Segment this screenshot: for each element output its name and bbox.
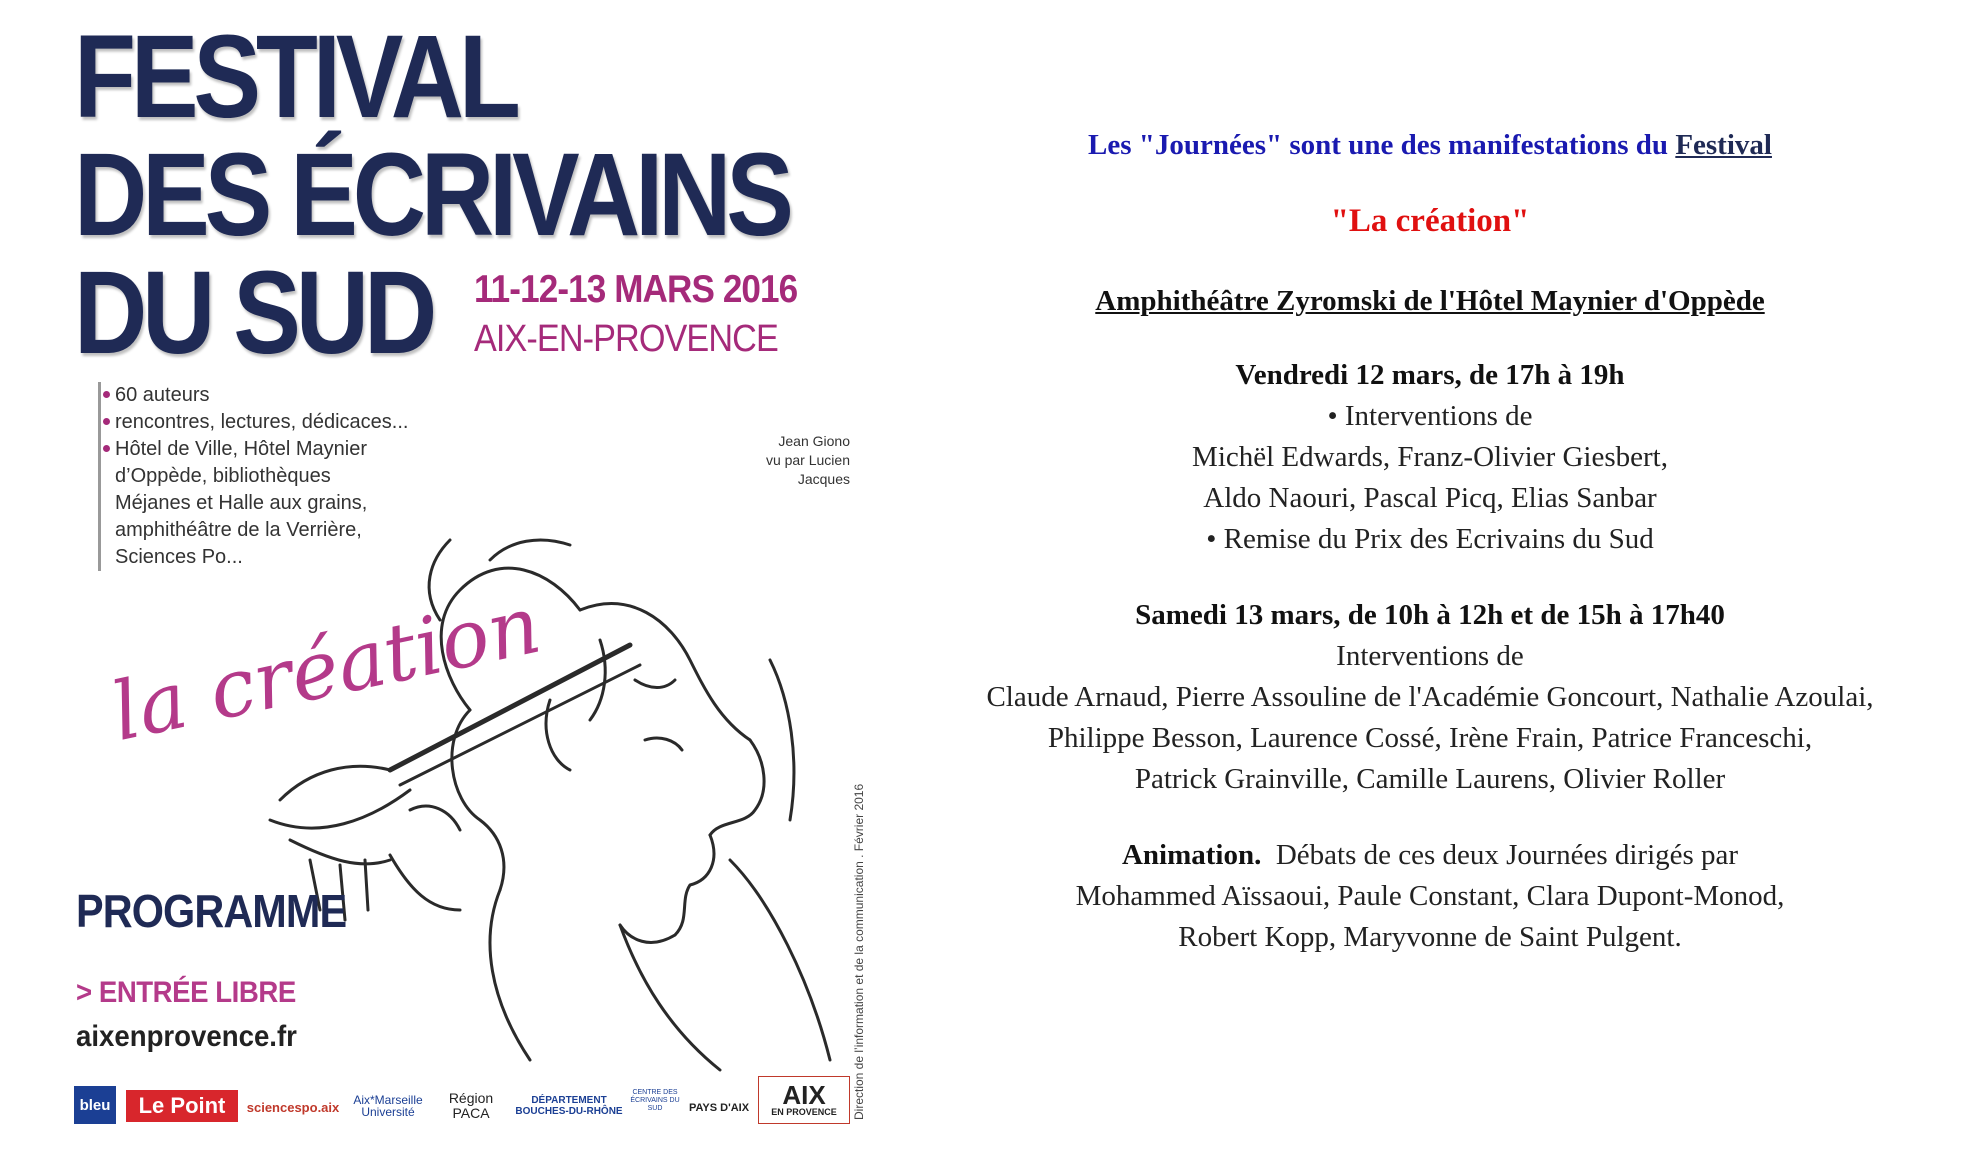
animation-text: Débats de ces deux Journées dirigés par (1261, 839, 1739, 871)
poster-theme: la création (104, 577, 549, 759)
info-line: Méjanes et Halle aux grains, (115, 492, 368, 514)
france-bleu-logo: bleu (74, 1086, 116, 1124)
le-point-logo: Le Point (126, 1090, 238, 1122)
aix-logo-main: AIX (782, 1080, 826, 1110)
credit-line: vu par Lucien (765, 452, 850, 468)
credit-line: Jacques (797, 471, 850, 487)
departement-logo: DÉPARTEMENT BOUCHES-DU-RHÔNE (515, 1095, 623, 1117)
venue-heading: Amphithéâtre Zyromski de l'Hôtel Maynier d'Oppède (1095, 285, 1765, 317)
intro-text: Les "Journées" sont une des manifestations du (1088, 129, 1676, 161)
poster-city: AIX-EN-PROVENCE (474, 318, 778, 360)
intro-line (890, 128, 1970, 162)
festival-poster (0, 0, 880, 1154)
info-line: Sciences Po... (115, 546, 243, 568)
info-line: amphithéâtre de la Verrière, (115, 519, 362, 541)
giono-portrait-sketch (250, 440, 870, 1080)
credit-line: Jean Giono (778, 433, 850, 449)
aix-en-provence-logo (758, 1076, 850, 1124)
animation-names: Mohammed Aïssaoui, Paule Constant, Clara Dupont-Monod, (1075, 880, 1785, 912)
poster-website: aixenprovence.fr (76, 1020, 297, 1053)
day2-line: Interventions de (1336, 640, 1524, 672)
day2-line: Claude Arnaud, Pierre Assouline de l'Académie Goncourt, Nathalie Azoulai, (986, 681, 1874, 713)
poster-title-line-3: DU SUD (74, 247, 433, 379)
poster-vertical-credit: Direction de l’information et de la communication . Février 2016 (852, 783, 866, 1120)
day1-line: Michël Edwards, Franz-Olivier Giesbert, (1192, 441, 1668, 473)
centre-ecrivains-logo: CENTRE DES ÉCRIVAINS DU SUD (630, 1089, 680, 1112)
poster-title-line-2: DES ÉCRIVAINS (74, 129, 789, 261)
day1-heading: Vendredi 12 mars, de 17h à 19h (1235, 359, 1625, 391)
amu-logo: Aix*Marseille Université (353, 1093, 423, 1119)
animation-label: Animation. (1121, 839, 1262, 871)
region-paca-logo: Région PACA (448, 1090, 494, 1121)
animation-names: Robert Kopp, Maryvonne de Saint Pulgent. (1178, 921, 1682, 953)
poster-dates: 11-12-13 MARS 2016 (474, 268, 798, 311)
poster-entree-libre: > ENTRÉE LIBRE (76, 976, 296, 1009)
poster-title-line-1: FESTIVAL (74, 11, 516, 143)
day2-heading: Samedi 13 mars, de 10h à 12h et de 15h à 17h40 (1135, 599, 1725, 631)
pays-daix-logo: PAYS D'AIX (688, 1102, 750, 1114)
festival-link[interactable]: Festival (1675, 129, 1772, 161)
poster-programme: PROGRAMME (76, 885, 347, 937)
info-line: 60 auteurs (115, 382, 428, 409)
day2-line: Patrick Grainville, Camille Laurens, Olivier Roller (1134, 763, 1726, 795)
animation-line (890, 838, 1970, 872)
theme-heading: "La création" (1330, 203, 1530, 239)
info-line: d’Oppède, bibliothèques (115, 465, 331, 487)
aix-logo-sub: EN PROVENCE (771, 1107, 837, 1117)
day2-line: Philippe Besson, Laurence Cossé, Irène Frain, Patrice Franceschi, (1047, 722, 1813, 754)
day1-line: Aldo Naouri, Pascal Picq, Elias Sanbar (1203, 482, 1657, 514)
info-line: rencontres, lectures, dédicaces... (115, 409, 428, 436)
sciences-po-logo: sciencespo.aix (246, 1099, 340, 1115)
sponsor-logos (74, 1076, 874, 1126)
day1-line: • Remise du Prix des Ecrivains du Sud (1206, 523, 1654, 555)
info-line: Hôtel de Ville, Hôtel Maynier (115, 436, 428, 463)
day1-line: • Interventions de (1327, 400, 1533, 432)
